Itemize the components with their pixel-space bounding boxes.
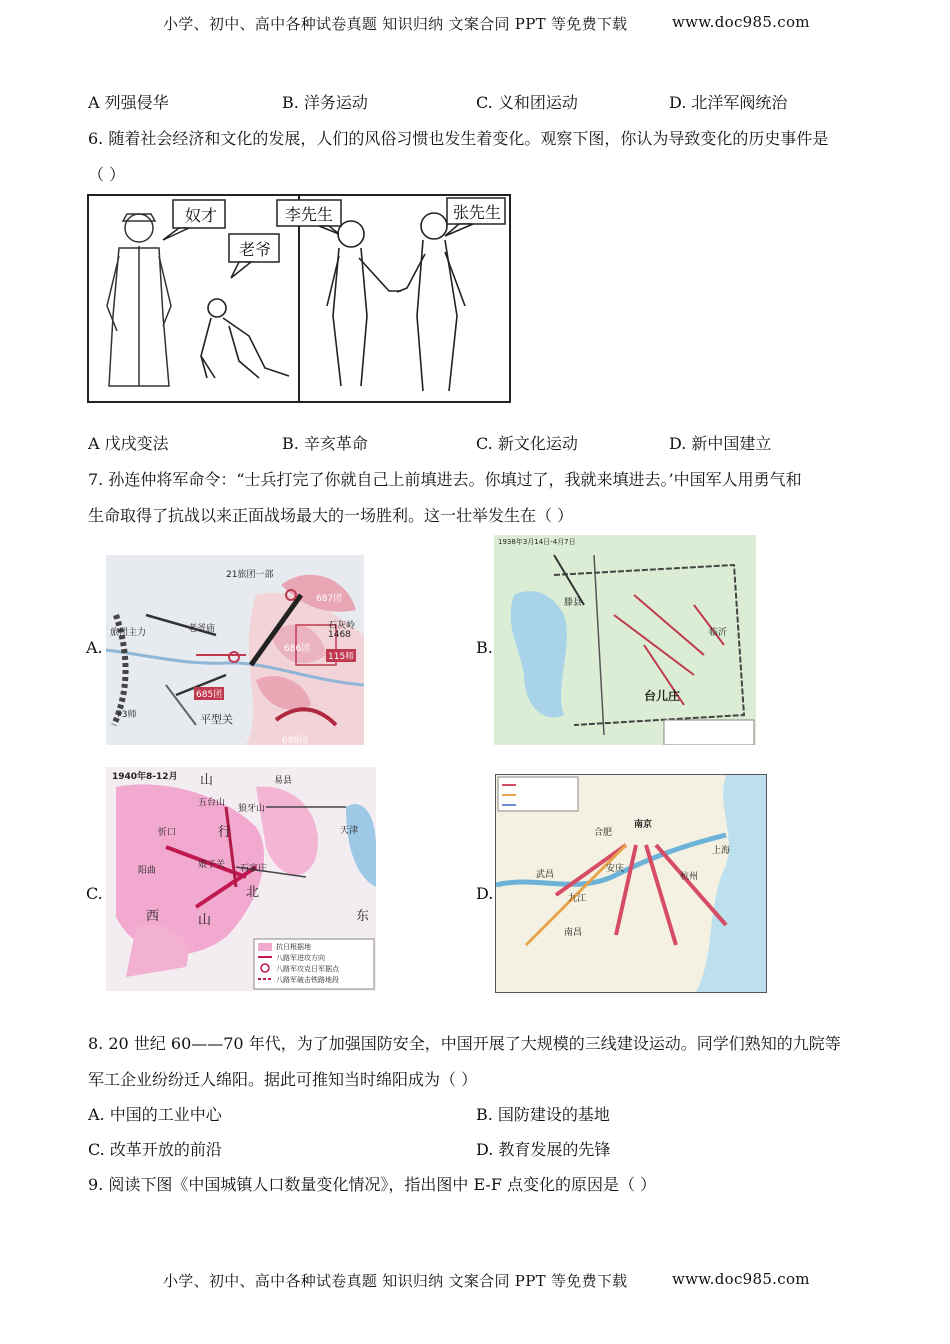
map-d-yangtze[interactable] <box>495 774 767 993</box>
map-a-label-688: 688团 <box>282 736 309 745</box>
map-c-label-yixian: 易县 <box>274 776 293 786</box>
q5-option-a[interactable]: A 列强侵华 <box>88 93 169 112</box>
map-b-label-taierzhuang: 台儿庄 <box>644 689 681 703</box>
map-d-drawing <box>496 775 766 992</box>
map-b-taierzhuang[interactable] <box>494 535 756 745</box>
servant-figure <box>201 299 289 378</box>
cartoon-drawing <box>89 196 509 401</box>
header-banner: 小学、初中、高中各种试卷真题 知识归纳 文案合同 PPT 等免费下载 <box>163 15 628 33</box>
zhang-figure <box>397 213 465 391</box>
q6-stem-line1: 6. 随着社会经济和文化的发展，人们的风俗习惯也发生着变化。观察下图，你认为导致变化的历史事件是 <box>88 129 829 148</box>
map-c-legend-base: 抗日根据地 <box>276 943 311 951</box>
map-c-label-shan2: 山 <box>198 913 212 928</box>
map-c-label-tianjin: 天津 <box>340 826 359 836</box>
map-c-label-shijiazhuang: 石家庄 <box>240 864 268 874</box>
q6-cartoon <box>87 194 511 403</box>
map-c-label-xing: 行 <box>218 825 232 840</box>
q9-stem: 9. 阅读下图《中国城镇人口数量变化情况》，指出图中 E-F 点变化的原因是（ ） <box>88 1175 657 1194</box>
q7-label-b[interactable]: B. <box>476 638 493 657</box>
map-c-date: 1940年8-12月 <box>112 772 178 782</box>
map-c-label-langyashan: 狼牙山 <box>238 804 266 814</box>
q6-option-c[interactable]: C. 新文化运动 <box>476 434 578 453</box>
q8-stem-line2: 军工企业纷纷迁人绵阳。据此可推知当时绵阳成为（ ） <box>88 1070 478 1089</box>
map-a-label-main: 旅团主力 <box>110 628 147 638</box>
map-b-label-tengxian: 滕县 <box>564 598 583 608</box>
map-a-label-pingxingguan: 平型关 <box>200 713 233 726</box>
map-a-label-687: 687团 <box>316 594 343 604</box>
bubble-master: 老爷 <box>239 240 272 259</box>
map-d-label-anqing: 安庆 <box>606 864 625 874</box>
map-a-label-shihuiling: 石灰岭 <box>328 621 356 631</box>
bubble-zhang: 张先生 <box>453 203 502 222</box>
q7-stem-line1: 7. 孙连仲将军命令：“士兵打完了你就自己上前填进去。你填过了，我就来填进去。’中国军人用勇气和 <box>88 470 802 489</box>
bubble-li: 李先生 <box>285 205 334 224</box>
map-a-label-brigade: 21旅团一部 <box>226 570 274 580</box>
map-c-legend-railway: 八路军破击铁路地段 <box>276 976 339 984</box>
q5-option-b[interactable]: B. 洋务运动 <box>282 93 368 112</box>
map-d-label-nanjing: 南京 <box>634 820 653 830</box>
map-a-label-73: 73师 <box>116 710 137 720</box>
q7-label-d[interactable]: D. <box>476 884 494 903</box>
map-a-label-115: 115师 <box>326 649 356 662</box>
map-a-label-686: 686团 <box>284 644 311 654</box>
map-a-label-1468: 1468 <box>328 630 351 640</box>
q5-option-c[interactable]: C. 义和团运动 <box>476 93 578 112</box>
map-c-label-xi: 西 <box>146 909 160 924</box>
q7-label-a[interactable]: A. <box>86 638 103 657</box>
master-figure <box>107 214 171 386</box>
map-c-legend-capture: 八路军攻克日军据点 <box>276 965 339 973</box>
map-c-label-bei: 北 <box>246 885 260 900</box>
li-figure <box>327 221 401 386</box>
map-a-pingxingguan[interactable] <box>106 555 364 745</box>
map-c-label-shan1: 山 <box>200 773 214 788</box>
q5-option-d[interactable]: D. 北洋军阀统治 <box>669 93 788 112</box>
bubble-servant: 奴才 <box>185 206 218 225</box>
map-b-label-linyi: 临沂 <box>709 628 728 638</box>
q8-stem-line1: 8. 20 世纪 60——70 年代，为了加强国防安全，中国开展了大规模的三线建设运动。同学们熟知的九院等 <box>88 1034 841 1053</box>
q7-stem-line2: 生命取得了抗战以来正面战场最大的一场胜利。这一壮举发生在（ ） <box>88 506 574 525</box>
map-d-label-shanghai: 上海 <box>712 846 731 856</box>
map-d-label-wuchang: 武昌 <box>536 870 555 880</box>
map-c-label-dong: 东 <box>356 909 370 924</box>
map-d-label-nanchang: 南昌 <box>564 928 583 938</box>
map-c-label-xinkou: 忻口 <box>158 828 177 838</box>
map-c-hundred-regiments[interactable] <box>106 767 376 991</box>
q6-option-b[interactable]: B. 辛亥革命 <box>282 434 368 453</box>
q8-option-d[interactable]: D. 教育发展的先锋 <box>476 1140 611 1159</box>
map-c-label-niangziguan: 娘子关 <box>198 860 226 870</box>
footer-banner: 小学、初中、高中各种试卷真题 知识归纳 文案合同 PPT 等免费下载 <box>163 1272 628 1290</box>
q7-label-c[interactable]: C. <box>86 884 103 903</box>
map-a-label-laoyemiao: 老爷庙 <box>188 624 216 634</box>
map-d-label-hefei: 合肥 <box>594 828 613 838</box>
q6-option-d[interactable]: D. 新中国建立 <box>669 434 772 453</box>
map-d-label-jiujiang: 九江 <box>568 894 587 904</box>
header-site[interactable]: www.doc985.com <box>672 13 810 31</box>
q8-option-a[interactable]: A. 中国的工业中心 <box>88 1105 222 1124</box>
q8-option-c[interactable]: C. 改革开放的前沿 <box>88 1140 222 1159</box>
footer-site[interactable]: www.doc985.com <box>672 1270 810 1288</box>
map-c-legend-attack: 八路军进攻方向 <box>276 954 325 962</box>
map-c-label-yangqu: 阳曲 <box>138 866 157 876</box>
map-b-date: 1938年3月14日-4月7日 <box>498 538 576 546</box>
q8-option-b[interactable]: B. 国防建设的基地 <box>476 1105 610 1124</box>
map-d-label-hangzhou: 杭州 <box>680 872 699 882</box>
q6-stem-line2: （ ） <box>88 165 126 184</box>
map-a-label-685: 685团 <box>194 687 224 700</box>
map-c-label-wutaishan: 五台山 <box>198 798 226 808</box>
q6-option-a[interactable]: A 戊戌变法 <box>88 434 169 453</box>
map-b-drawing <box>494 535 756 745</box>
